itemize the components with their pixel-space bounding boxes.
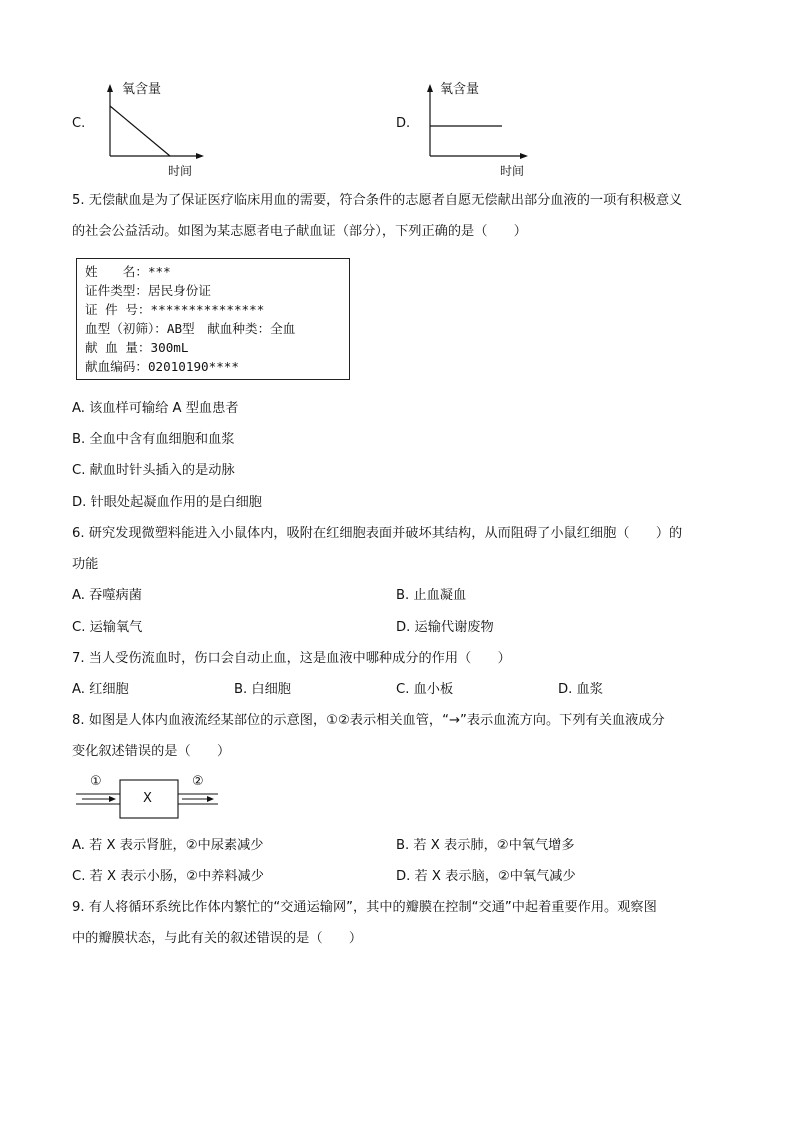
- graph-c-curve: [110, 106, 170, 156]
- cert-code: 献血编码：02010190****: [85, 359, 239, 374]
- q8-option-c[interactable]: C. 若 X 表示小肠，②中养料减少: [72, 869, 264, 884]
- cert-id-type: 证件类型：居民身份证: [85, 283, 211, 298]
- q6-option-c[interactable]: C. 运输氧气: [72, 620, 143, 635]
- vessel-2-label: ②: [192, 774, 204, 789]
- cert-blood-type: 血型（初筛）：AB型 献血种类：全血: [85, 321, 296, 336]
- q5-option-b[interactable]: B. 全血中含有血细胞和血浆: [72, 432, 235, 447]
- organ-x-label: X: [143, 791, 152, 806]
- q5-stem-line2: 的社会公益活动。如图为某志愿者电子献血证（部分），下列正确的是（ ）: [72, 224, 527, 239]
- q6-stem-line1: 6. 研究发现微塑料能进入小鼠体内，吸附在红细胞表面并破坏其结构，从而阻碍了小鼠红细胞（ ）的: [72, 526, 683, 541]
- q5-stem-line1: 5. 无偿献血是为了保证医疗临床用血的需要，符合条件的志愿者自愿无偿献出部分血液的一项有积极意义: [72, 193, 683, 208]
- q5-option-c[interactable]: C. 献血时针头插入的是动脉: [72, 463, 235, 478]
- graph-c-xlabel: 时间: [168, 164, 193, 178]
- cert-name: 姓 名：***: [85, 264, 171, 279]
- graph-c-ylabel: 氧含量: [122, 82, 162, 97]
- q8-option-d[interactable]: D. 若 X 表示脑，②中氧气减少: [396, 869, 576, 884]
- q6-option-d[interactable]: D. 运输代谢废物: [396, 620, 494, 635]
- blood-flow-diagram: [72, 774, 222, 822]
- cert-id-number: 证 件 号：***************: [85, 302, 265, 317]
- q8-option-b[interactable]: B. 若 X 表示肺，②中氧气增多: [396, 838, 575, 853]
- graph-d: [396, 78, 556, 178]
- q5-option-d[interactable]: D. 针眼处起凝血作用的是白细胞: [72, 495, 262, 510]
- q7-option-c[interactable]: C. 血小板: [396, 682, 454, 697]
- q8-stem-line1: 8. 如图是人体内血液流经某部位的示意图，①②表示相关血管，“→”表示血流方向。下列有关血液成分: [72, 713, 665, 728]
- cert-volume: 献 血 量：300mL: [85, 340, 189, 355]
- blood-donation-certificate: [76, 258, 350, 380]
- graph-d-letter: D.: [396, 116, 411, 131]
- q6-option-b[interactable]: B. 止血凝血: [396, 588, 467, 603]
- q7-option-a[interactable]: A. 红细胞: [72, 682, 129, 697]
- q7-option-b[interactable]: B. 白细胞: [234, 682, 291, 697]
- q7-option-d[interactable]: D. 血浆: [558, 682, 603, 697]
- q8-option-a[interactable]: A. 若 X 表示肾脏，②中尿素减少: [72, 838, 264, 853]
- q7-stem: 7. 当人受伤流血时，伤口会自动止血，这是血液中哪种成分的作用（ ）: [72, 651, 511, 666]
- graph-c: [72, 78, 212, 178]
- graph-d-ylabel: 氧含量: [440, 82, 480, 97]
- q6-stem-line2: 功能: [72, 557, 99, 572]
- q9-stem-line1: 9. 有人将循环系统比作体内繁忙的“交通运输网”，其中的瓣膜在控制“交通”中起着重要作用。观察图: [72, 900, 657, 915]
- vessel-1-label: ①: [90, 774, 102, 789]
- q6-option-a[interactable]: A. 吞噬病菌: [72, 588, 142, 603]
- q9-stem-line2: 中的瓣膜状态，与此有关的叙述错误的是（ ）: [72, 931, 363, 946]
- q5-option-a[interactable]: A. 该血样可输给 A 型血患者: [72, 401, 239, 416]
- graph-d-xlabel: 时间: [500, 164, 525, 178]
- graph-c-letter: C.: [72, 116, 86, 131]
- q8-stem-line2: 变化叙述错误的是（ ）: [72, 744, 231, 759]
